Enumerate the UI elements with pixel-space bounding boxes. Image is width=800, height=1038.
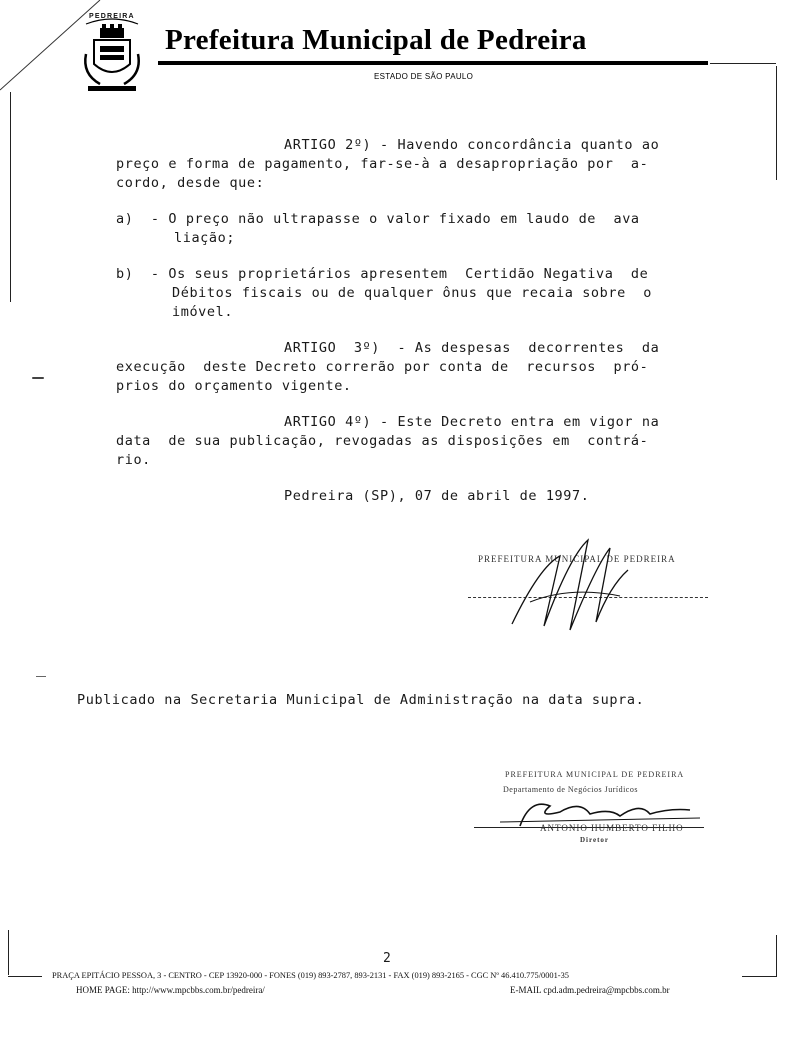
item-b-line-1: b) - Os seus proprietários apresentem Certidão Negativa de	[116, 266, 649, 282]
frame-right-edge	[776, 66, 777, 180]
mayor-stamp: PREFEITURA MUNICIPAL DE PEDREIRA	[478, 554, 676, 564]
artigo-4-line-1	[284, 414, 659, 430]
artigo-3-line-1	[284, 340, 659, 356]
frame-right-edge-lower	[776, 935, 777, 977]
item-b-line-3: imóvel.	[172, 304, 234, 320]
director-stamp-line-1: PREFEITURA MUNICIPAL DE PEDREIRA	[505, 770, 685, 779]
artigo-3-line-3: prios do orçamento vigente.	[116, 378, 352, 394]
mayor-signature	[500, 526, 640, 636]
footer-address: PRAÇA EPITÁCIO PESSOA, 3 - CENTRO - CEP 13920-000 - FONES (019) 893-2787, 893-2131 - FAX (019) 893-2165 - CGC Nº 46.410.775/0001-35	[52, 971, 569, 980]
artigo-4-label: ARTIGO 4º)	[284, 414, 372, 430]
artigo-3-line-2: execução deste Decreto correrão por conta de recursos pró-	[116, 359, 649, 375]
footer-homepage: HOME PAGE: http://www.mpcbbs.com.br/pedreira/	[76, 985, 265, 995]
date-line: Pedreira (SP), 07 de abril de 1997.	[284, 488, 590, 504]
director-name: ANTONIO HUMBERTO FILHO	[540, 823, 684, 833]
item-a-line-2: liação;	[174, 230, 236, 246]
artigo-2-line-1	[284, 137, 659, 153]
footer-email: E-MAIL cpd.adm.pedreira@mpcbbs.com.br	[510, 985, 670, 995]
artigo-3-text: - As despesas decorrentes da	[380, 340, 660, 356]
artigo-4-line-2: data de sua publicação, revogadas as disposições em contrá-	[116, 433, 649, 449]
item-a-line-1: a) - O preço não ultrapasse o valor fixado em laudo de ava	[116, 211, 640, 227]
header-rule	[158, 61, 708, 65]
page-number: 2	[383, 951, 392, 966]
frame-bottom-left	[8, 976, 42, 977]
artigo-2-line-2: preço e forma de pagamento, far-se-à a desapropriação por a-	[116, 156, 649, 172]
page-title: Prefeitura Municipal de Pedreira	[165, 24, 587, 56]
municipal-crest	[80, 14, 144, 98]
artigo-4-line-3: rio.	[116, 452, 151, 468]
director-title: Diretor	[580, 836, 610, 844]
frame-left-edge-upper	[10, 92, 11, 302]
crest-icon	[80, 14, 144, 98]
published-line: Publicado na Secretaria Municipal de Administração na data supra.	[77, 692, 645, 708]
frame-top-right	[710, 63, 776, 64]
artigo-4-text: - Este Decreto entra em vigor na	[371, 414, 660, 430]
frame-left-edge-lower	[8, 930, 9, 975]
artigo-2-text: - Havendo concordância quanto ao	[371, 137, 660, 153]
header-subtitle: ESTADO DE SÃO PAULO	[374, 72, 474, 81]
scan-mark	[32, 377, 44, 379]
artigo-3-label: ARTIGO 3º)	[284, 340, 381, 356]
crest-label: PEDREIRA	[89, 13, 135, 20]
scan-mark	[36, 676, 46, 677]
artigo-2-line-3: cordo, desde que:	[116, 175, 265, 191]
director-stamp-line-2: Departamento de Negócios Jurídicos	[503, 785, 638, 794]
item-b-line-2: Débitos fiscais ou de qualquer ônus que recaia sobre o	[172, 285, 653, 301]
artigo-2-label: ARTIGO 2º)	[284, 137, 372, 153]
frame-bottom-right	[742, 976, 776, 977]
